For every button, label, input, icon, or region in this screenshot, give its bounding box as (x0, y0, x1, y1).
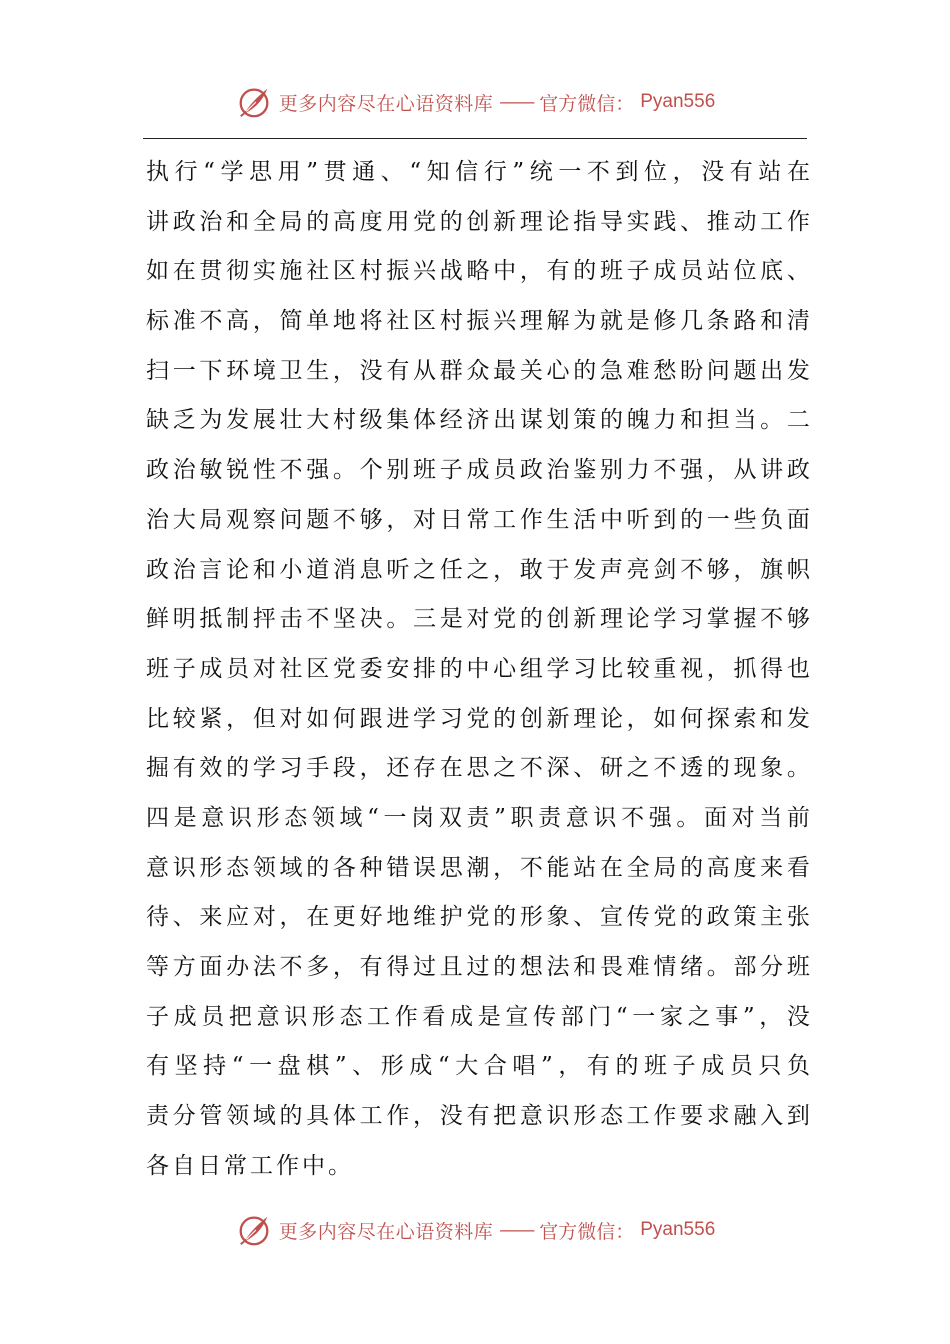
text-line: 扫 一 下 环 境 卫 生 ， 没 有 从 群 众 最 关 心 的 急 难 愁 盼 问 题 出 发 (146, 357, 810, 384)
banner-wechat-id: Pyan556 (640, 1219, 716, 1240)
text-line: 责 分 管 领 域 的 具 体 工 作 ， 没 有 把 意 识 形 态 工 作 要 求 融 入 到 (146, 1103, 810, 1130)
header-banner (0, 80, 950, 124)
text-line: 有 坚 持 “ 一 盘 棋 ” 、 形 成 “ 大 合 唱 ” ， 有 的 班 子 成 员 只 负 (146, 1053, 810, 1080)
text-line: 四 是 意 识 形 态 领 域 “ 一 岗 双 责 ” 职 责 意 识 不 强 。 面 对 当 前 (146, 804, 810, 831)
text-line: 执 行 “ 学 思 用 ” 贯 通 、 “ 知 信 行 ” 统 一 不 到 位 ， 没 有 站 在 (146, 159, 810, 185)
banner-dash: —— (499, 91, 534, 113)
text-line: 标 准 不 高 ， 简 单 地 将 社 区 村 振 兴 理 解 为 就 是 修 几 条 路 和 清 (146, 308, 810, 335)
text-line: 如 在 贯 彻 实 施 社 区 村 振 兴 战 略 中 ， 有 的 班 子 成 员 站 位 底 、 (146, 258, 810, 285)
text-line: 各自日常工作中。 (146, 1152, 354, 1179)
text-line: 政 治 言 论 和 小 道 消 息 听 之 任 之 ， 敢 于 发 声 亮 剑 不 够 ， 旗 帜 (146, 556, 810, 583)
text-line: 讲 政 治 和 全 局 的 高 度 用 党 的 创 新 理 论 指 导 实 践 、 推 动 工 作 (146, 208, 810, 235)
quill-logo-icon (235, 1211, 273, 1249)
text-line: 子 成 员 把 意 识 形 态 工 作 看 成 是 宣 传 部 门 “ 一 家 之 事 ” ， 没 (146, 1003, 810, 1030)
document-body (146, 148, 810, 1191)
banner-official-label: 官方微信： (539, 1220, 635, 1243)
text-line: 掘 有 效 的 学 习 手 段 ， 还 存 在 思 之 不 深 、 研 之 不 透 的 现 象 。 (146, 755, 810, 782)
text-line: 缺 乏 为 发 展 壮 大 村 级 集 体 经 济 出 谋 划 策 的 魄 力 和 担 当 。 二 (146, 407, 810, 434)
banner-site-text: 更多内容尽在心语资料库 (278, 1220, 494, 1243)
banner-site-text: 更多内容尽在心语资料库 (278, 92, 494, 115)
banner-official-label: 官方微信： (539, 92, 635, 115)
text-line: 待 、 来 应 对 ， 在 更 好 地 维 护 党 的 形 象 、 宣 传 党 的 政 策 主 张 (146, 904, 810, 931)
text-line: 比 较 紧 ， 但 对 如 何 跟 进 学 习 党 的 创 新 理 论 ， 如 何 探 索 和 发 (146, 705, 810, 732)
text-line: 等 方 面 办 法 不 多 ， 有 得 过 且 过 的 想 法 和 畏 难 情 绪 。 部 分 班 (146, 954, 810, 980)
header-divider (143, 138, 807, 139)
banner-dash: —— (499, 1219, 534, 1241)
text-line: 鲜 明 抵 制 抨 击 不 坚 决 。 三 是 对 党 的 创 新 理 论 学 习 掌 握 不 够 (146, 606, 810, 633)
text-line: 治 大 局 观 察 问 题 不 够 ， 对 日 常 工 作 生 活 中 听 到 的 一 些 负 面 (146, 506, 810, 533)
quill-logo-icon (235, 83, 273, 121)
text-line: 意 识 形 态 领 域 的 各 种 错 误 思 潮 ， 不 能 站 在 全 局 的 高 度 来 看 (146, 854, 810, 881)
text-line: 班 子 成 员 对 社 区 党 委 安 排 的 中 心 组 学 习 比 较 重 视 ， 抓 得 也 (146, 655, 810, 682)
banner-wechat-id: Pyan556 (640, 91, 716, 112)
footer-banner (0, 1208, 950, 1252)
text-line: 政 治 敏 锐 性 不 强 。 个 别 班 子 成 员 政 治 鉴 别 力 不 强 ， 从 讲 政 (146, 457, 810, 484)
